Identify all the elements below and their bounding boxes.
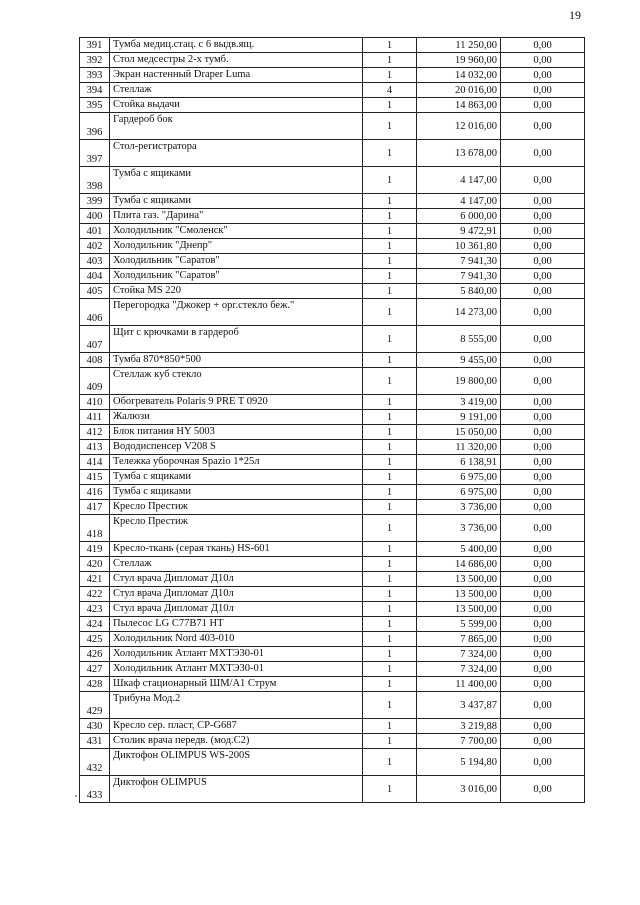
item-price: 6 000,00 [417, 209, 501, 224]
row-number: 427 [80, 662, 110, 677]
item-name: Плита газ. "Дарина" [110, 209, 363, 224]
item-price: 10 361,80 [417, 239, 501, 254]
item-quantity: 1 [363, 98, 417, 113]
item-name: Тумба с ящиками [110, 485, 363, 500]
item-quantity: 1 [363, 53, 417, 68]
item-name: Кресло Престиж [110, 500, 363, 515]
item-quantity: 1 [363, 500, 417, 515]
item-residual-value: 0,00 [501, 602, 585, 617]
table-row [80, 440, 585, 455]
item-quantity: 1 [363, 254, 417, 269]
row-number: 402 [80, 239, 110, 254]
table-row [80, 692, 585, 719]
row-number: 423 [80, 602, 110, 617]
item-quantity: 1 [363, 38, 417, 53]
item-residual-value: 0,00 [501, 284, 585, 299]
item-residual-value: 0,00 [501, 677, 585, 692]
item-name: Экран настенный Draper Luma [110, 68, 363, 83]
item-residual-value: 0,00 [501, 98, 585, 113]
item-quantity: 1 [363, 239, 417, 254]
item-name: Холодильник "Смоленск" [110, 224, 363, 239]
row-number: 400 [80, 209, 110, 224]
item-residual-value: 0,00 [501, 485, 585, 500]
row-number: 417 [80, 500, 110, 515]
table-row [80, 140, 585, 167]
item-residual-value: 0,00 [501, 617, 585, 632]
item-name: Кресло Престиж [110, 515, 363, 542]
row-number: 420 [80, 557, 110, 572]
item-price: 11 320,00 [417, 440, 501, 455]
item-residual-value: 0,00 [501, 395, 585, 410]
item-price: 8 555,00 [417, 326, 501, 353]
item-name: Стойка MS 220 [110, 284, 363, 299]
item-quantity: 1 [363, 269, 417, 284]
table-row [80, 353, 585, 368]
item-name: Тумба медиц.стац. с 6 выдв.ящ. [110, 38, 363, 53]
item-residual-value: 0,00 [501, 542, 585, 557]
item-name: Стеллаж [110, 83, 363, 98]
item-residual-value: 0,00 [501, 113, 585, 140]
item-quantity: 1 [363, 557, 417, 572]
item-price: 5 400,00 [417, 542, 501, 557]
item-quantity: 1 [363, 602, 417, 617]
item-residual-value: 0,00 [501, 53, 585, 68]
item-name: Трибуна Мод.2 [110, 692, 363, 719]
item-name: Стол-регистратора [110, 140, 363, 167]
row-number: 421 [80, 572, 110, 587]
item-price: 3 437,87 [417, 692, 501, 719]
item-price: 20 016,00 [417, 83, 501, 98]
item-quantity: 1 [363, 719, 417, 734]
item-quantity: 1 [363, 410, 417, 425]
inventory-table-body [80, 38, 585, 803]
row-number: 431 [80, 734, 110, 749]
row-number: 410 [80, 395, 110, 410]
item-price: 19 960,00 [417, 53, 501, 68]
row-number: 416 [80, 485, 110, 500]
item-price: 15 050,00 [417, 425, 501, 440]
item-name: Тумба 870*850*500 [110, 353, 363, 368]
item-residual-value: 0,00 [501, 719, 585, 734]
item-residual-value: 0,00 [501, 440, 585, 455]
item-price: 6 975,00 [417, 485, 501, 500]
table-row [80, 269, 585, 284]
item-price: 13 500,00 [417, 572, 501, 587]
table-row [80, 719, 585, 734]
item-name: Вододиспенсер V208 S [110, 440, 363, 455]
item-price: 5 194,80 [417, 749, 501, 776]
item-price: 9 191,00 [417, 410, 501, 425]
item-residual-value: 0,00 [501, 254, 585, 269]
item-price: 7 324,00 [417, 647, 501, 662]
item-name: Пылесос LG C77B71 HT [110, 617, 363, 632]
item-quantity: 1 [363, 299, 417, 326]
item-name: Шкаф стационарный ШМ/А1 Струм [110, 677, 363, 692]
item-price: 11 250,00 [417, 38, 501, 53]
item-quantity: 1 [363, 326, 417, 353]
item-name: Кресло сер. пласт, CP-G687 [110, 719, 363, 734]
table-row [80, 299, 585, 326]
table-row [80, 224, 585, 239]
item-price: 19 800,00 [417, 368, 501, 395]
item-name: Обогреватель Polaris 9 PRE T 0920 [110, 395, 363, 410]
item-residual-value: 0,00 [501, 749, 585, 776]
table-row [80, 113, 585, 140]
item-price: 5 840,00 [417, 284, 501, 299]
stray-mark [75, 795, 77, 797]
row-number: 391 [80, 38, 110, 53]
item-quantity: 1 [363, 368, 417, 395]
table-row [80, 776, 585, 803]
item-quantity: 1 [363, 692, 417, 719]
row-number: 396 [80, 113, 110, 140]
item-residual-value: 0,00 [501, 83, 585, 98]
row-number: 394 [80, 83, 110, 98]
item-quantity: 1 [363, 425, 417, 440]
item-price: 6 975,00 [417, 470, 501, 485]
item-price: 7 324,00 [417, 662, 501, 677]
item-name: Перегородка "Джокер + орг.стекло беж." [110, 299, 363, 326]
item-price: 14 863,00 [417, 98, 501, 113]
item-quantity: 1 [363, 776, 417, 803]
item-name: Стул врача Дипломат Д10л [110, 602, 363, 617]
item-price: 9 455,00 [417, 353, 501, 368]
row-number: 432 [80, 749, 110, 776]
row-number: 401 [80, 224, 110, 239]
item-price: 6 138,91 [417, 455, 501, 470]
table-row [80, 557, 585, 572]
item-quantity: 1 [363, 485, 417, 500]
item-price: 3 419,00 [417, 395, 501, 410]
item-name: Стол медсестры 2-х тумб. [110, 53, 363, 68]
item-name: Стеллаж [110, 557, 363, 572]
item-quantity: 1 [363, 515, 417, 542]
item-residual-value: 0,00 [501, 209, 585, 224]
table-row [80, 662, 585, 677]
table-row [80, 284, 585, 299]
row-number: 414 [80, 455, 110, 470]
item-residual-value: 0,00 [501, 299, 585, 326]
row-number: 412 [80, 425, 110, 440]
table-row [80, 677, 585, 692]
table-row [80, 38, 585, 53]
item-name: Тумба с ящиками [110, 194, 363, 209]
item-price: 14 273,00 [417, 299, 501, 326]
row-number: 403 [80, 254, 110, 269]
item-residual-value: 0,00 [501, 470, 585, 485]
item-quantity: 1 [363, 734, 417, 749]
item-quantity: 1 [363, 440, 417, 455]
table-row [80, 425, 585, 440]
item-quantity: 1 [363, 68, 417, 83]
item-name: Диктофон OLIMPUS WS-200S [110, 749, 363, 776]
item-price: 7 941,30 [417, 269, 501, 284]
row-number: 429 [80, 692, 110, 719]
row-number: 408 [80, 353, 110, 368]
item-name: Холодильник Атлант МХТЭ30-01 [110, 662, 363, 677]
item-price: 4 147,00 [417, 194, 501, 209]
row-number: 418 [80, 515, 110, 542]
item-name: Гардероб бок [110, 113, 363, 140]
item-quantity: 1 [363, 677, 417, 692]
item-residual-value: 0,00 [501, 224, 585, 239]
row-number: 397 [80, 140, 110, 167]
item-price: 12 016,00 [417, 113, 501, 140]
inventory-table [79, 37, 585, 803]
item-price: 7 865,00 [417, 632, 501, 647]
table-row [80, 239, 585, 254]
item-quantity: 1 [363, 617, 417, 632]
item-residual-value: 0,00 [501, 776, 585, 803]
table-row [80, 470, 585, 485]
item-price: 9 472,91 [417, 224, 501, 239]
table-row [80, 632, 585, 647]
item-quantity: 1 [363, 542, 417, 557]
item-quantity: 1 [363, 632, 417, 647]
item-residual-value: 0,00 [501, 326, 585, 353]
row-number: 407 [80, 326, 110, 353]
table-row [80, 167, 585, 194]
row-number: 404 [80, 269, 110, 284]
table-row [80, 485, 585, 500]
item-residual-value: 0,00 [501, 557, 585, 572]
item-residual-value: 0,00 [501, 647, 585, 662]
table-row [80, 542, 585, 557]
row-number: 392 [80, 53, 110, 68]
table-row [80, 395, 585, 410]
table-row [80, 254, 585, 269]
item-name: Блок питания HY 5003 [110, 425, 363, 440]
item-name: Тумба с ящиками [110, 167, 363, 194]
table-row [80, 83, 585, 98]
item-name: Холодильник Nord 403-010 [110, 632, 363, 647]
item-residual-value: 0,00 [501, 455, 585, 470]
item-quantity: 1 [363, 353, 417, 368]
item-price: 13 500,00 [417, 587, 501, 602]
item-residual-value: 0,00 [501, 167, 585, 194]
item-price: 4 147,00 [417, 167, 501, 194]
page-number: 19 [569, 8, 581, 22]
item-quantity: 1 [363, 572, 417, 587]
item-residual-value: 0,00 [501, 587, 585, 602]
item-residual-value: 0,00 [501, 38, 585, 53]
item-name: Жалюзи [110, 410, 363, 425]
item-price: 13 500,00 [417, 602, 501, 617]
item-name: Столик врача передв. (мод.C2) [110, 734, 363, 749]
item-quantity: 1 [363, 209, 417, 224]
item-name: Тележка уборочная Spazio 1*25л [110, 455, 363, 470]
item-quantity: 1 [363, 647, 417, 662]
item-name: Тумба с ящиками [110, 470, 363, 485]
item-residual-value: 0,00 [501, 353, 585, 368]
item-residual-value: 0,00 [501, 734, 585, 749]
table-row [80, 749, 585, 776]
table-row [80, 734, 585, 749]
item-residual-value: 0,00 [501, 368, 585, 395]
item-quantity: 1 [363, 455, 417, 470]
item-residual-value: 0,00 [501, 68, 585, 83]
row-number: 399 [80, 194, 110, 209]
table-row [80, 602, 585, 617]
item-price: 7 700,00 [417, 734, 501, 749]
row-number: 413 [80, 440, 110, 455]
item-quantity: 1 [363, 167, 417, 194]
table-row [80, 572, 585, 587]
item-residual-value: 0,00 [501, 425, 585, 440]
item-name: Холодильник "Саратов" [110, 269, 363, 284]
item-price: 13 678,00 [417, 140, 501, 167]
table-row [80, 587, 585, 602]
table-row [80, 515, 585, 542]
item-price: 3 736,00 [417, 500, 501, 515]
item-residual-value: 0,00 [501, 515, 585, 542]
item-residual-value: 0,00 [501, 572, 585, 587]
table-row [80, 500, 585, 515]
item-quantity: 1 [363, 662, 417, 677]
table-row [80, 455, 585, 470]
item-name: Стул врача Дипломат Д10л [110, 572, 363, 587]
row-number: 409 [80, 368, 110, 395]
item-name: Холодильник Атлант МХТЭ30-01 [110, 647, 363, 662]
row-number: 428 [80, 677, 110, 692]
item-price: 3 219,88 [417, 719, 501, 734]
item-name: Стойка выдачи [110, 98, 363, 113]
table-row [80, 194, 585, 209]
item-name: Стеллаж куб стекло [110, 368, 363, 395]
item-quantity: 1 [363, 140, 417, 167]
item-residual-value: 0,00 [501, 194, 585, 209]
item-name: Кресло-ткань (серая ткань) HS-601 [110, 542, 363, 557]
table-row [80, 98, 585, 113]
item-price: 5 599,00 [417, 617, 501, 632]
row-number: 419 [80, 542, 110, 557]
row-number: 411 [80, 410, 110, 425]
item-residual-value: 0,00 [501, 662, 585, 677]
item-name: Холодильник "Днепр" [110, 239, 363, 254]
table-row [80, 68, 585, 83]
item-residual-value: 0,00 [501, 239, 585, 254]
item-quantity: 1 [363, 284, 417, 299]
item-price: 3 016,00 [417, 776, 501, 803]
row-number: 398 [80, 167, 110, 194]
item-residual-value: 0,00 [501, 410, 585, 425]
row-number: 406 [80, 299, 110, 326]
item-residual-value: 0,00 [501, 269, 585, 284]
item-price: 11 400,00 [417, 677, 501, 692]
table-row [80, 368, 585, 395]
table-row [80, 53, 585, 68]
item-quantity: 1 [363, 587, 417, 602]
item-residual-value: 0,00 [501, 140, 585, 167]
item-residual-value: 0,00 [501, 500, 585, 515]
item-quantity: 1 [363, 395, 417, 410]
item-name: Холодильник "Саратов" [110, 254, 363, 269]
row-number: 433 [80, 776, 110, 803]
row-number: 425 [80, 632, 110, 647]
table-row [80, 326, 585, 353]
item-price: 3 736,00 [417, 515, 501, 542]
row-number: 415 [80, 470, 110, 485]
item-quantity: 1 [363, 749, 417, 776]
item-quantity: 4 [363, 83, 417, 98]
row-number: 405 [80, 284, 110, 299]
row-number: 422 [80, 587, 110, 602]
table-row [80, 617, 585, 632]
item-residual-value: 0,00 [501, 632, 585, 647]
row-number: 426 [80, 647, 110, 662]
item-price: 7 941,30 [417, 254, 501, 269]
item-name: Щит с крючками в гардероб [110, 326, 363, 353]
item-quantity: 1 [363, 224, 417, 239]
item-quantity: 1 [363, 470, 417, 485]
table-row [80, 647, 585, 662]
row-number: 424 [80, 617, 110, 632]
table-row [80, 410, 585, 425]
item-name: Диктофон OLIMPUS [110, 776, 363, 803]
item-quantity: 1 [363, 194, 417, 209]
row-number: 430 [80, 719, 110, 734]
item-quantity: 1 [363, 113, 417, 140]
table-row [80, 209, 585, 224]
row-number: 393 [80, 68, 110, 83]
item-residual-value: 0,00 [501, 692, 585, 719]
item-price: 14 032,00 [417, 68, 501, 83]
row-number: 395 [80, 98, 110, 113]
item-name: Стул врача Дипломат Д10л [110, 587, 363, 602]
item-price: 14 686,00 [417, 557, 501, 572]
